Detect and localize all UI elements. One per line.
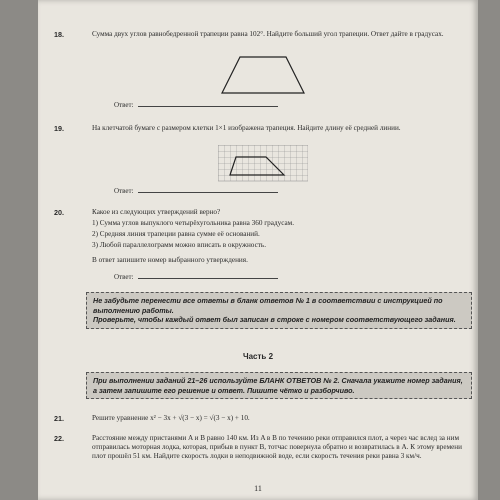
notice-box-1 xyxy=(86,292,472,329)
option-2: 2) Средняя линия трапеции равна сумме её оснований. xyxy=(92,230,260,238)
notice-line-1: Не забудьте перенести все ответы в бланк ответов № 1 в соответствии с инструкцией по выполнению работы. xyxy=(93,296,443,315)
task-text: Расстояние между пристанями A и B равно 140 км. Из A в B по течению реки отправился плот, а через час вслед за ним отправилась моторная лодка, которая, прибыв в пункт B, тотчас повернула обратно и возвратилась в A. К этому времени плот прошёл 51 км. Найдите скорость лодки в неподвижной воде, если скорость течения реки равна 3 км/ч. xyxy=(92,434,463,460)
answer-label: Ответ: xyxy=(114,187,134,195)
answer-label: Ответ: xyxy=(114,273,134,281)
task-number: 22. xyxy=(54,434,64,443)
instruction: В ответ запишите номер выбранного утверждения. xyxy=(92,256,248,264)
task-text: Сумма двух углов равнобедренной трапеции равна 102°. Найдите больший угол трапеции. Ответ дайте в градусах. xyxy=(92,30,444,38)
notice-text: При выполнении заданий 21–26 используйте БЛАНК ОТВЕТОВ № 2. Сначала укажите номер задания, а затем запишите его решение и ответ. Пишите чётко и разборчиво. xyxy=(93,376,463,395)
task-text: На клетчатой бумаге с размером клетки 1×1 изображена трапеция. Найдите длину её средней линии. xyxy=(92,124,401,132)
grid-trapezoid-figure xyxy=(218,145,308,183)
answer-line-19 xyxy=(114,186,278,195)
notice-line-2: Проверьте, чтобы каждый ответ был записан в строке с номером соответствующего задания. xyxy=(93,315,456,324)
task-number: 21. xyxy=(54,414,64,423)
notice-box-2 xyxy=(86,372,472,399)
task-text: Решите уравнение x² − 3x + √(3 − x) = √(3 − x) + 10. xyxy=(92,414,250,422)
answer-line-20 xyxy=(114,272,278,281)
task-number: 19. xyxy=(54,124,64,133)
option-3: 3) Любой параллелограмм можно вписать в окружность. xyxy=(92,241,266,249)
option-1: 1) Сумма углов выпуклого четырёхугольника равна 360 градусам. xyxy=(92,219,295,227)
task-text: Какое из следующих утверждений верно? xyxy=(92,208,221,216)
task-19 xyxy=(54,124,472,133)
workbook-page xyxy=(38,0,478,500)
task-number: 18. xyxy=(54,30,64,39)
part-title: Часть 2 xyxy=(242,352,274,361)
task-number: 20. xyxy=(54,208,64,217)
trapezoid-figure xyxy=(218,52,308,98)
page-number: 11 xyxy=(254,484,262,493)
task-22 xyxy=(54,434,472,461)
task-20 xyxy=(54,208,472,265)
answer-line-18 xyxy=(114,100,278,109)
task-18 xyxy=(54,30,472,39)
answer-label: Ответ: xyxy=(114,101,134,109)
task-21 xyxy=(54,414,472,423)
